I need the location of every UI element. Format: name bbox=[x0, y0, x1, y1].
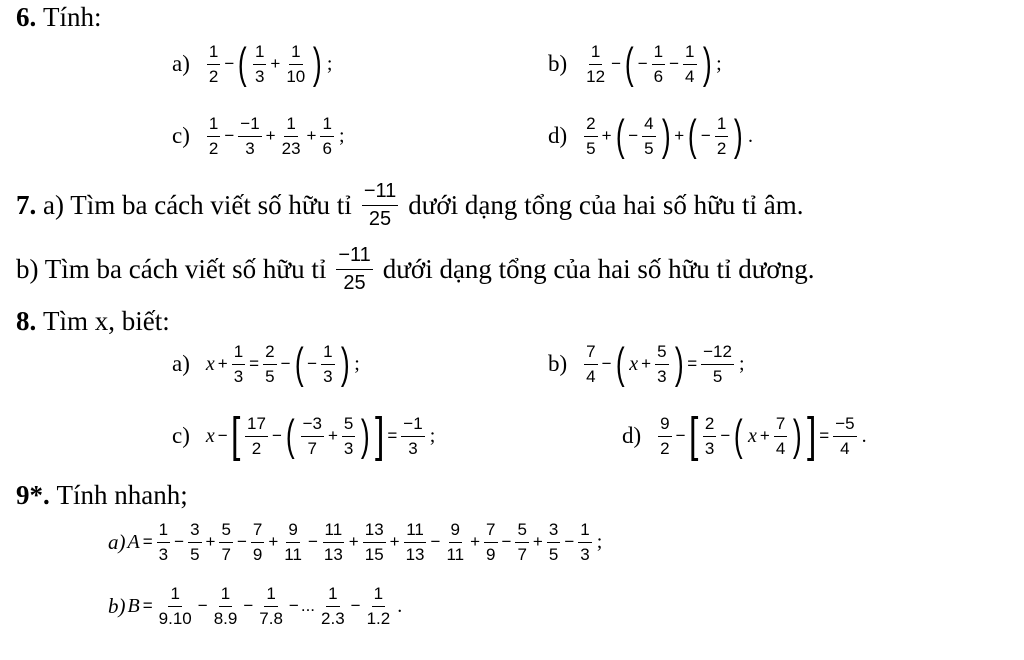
ex9-a-expr: A = $\frac{1}{3}$ − $\frac{3}{5}$ + $\frac{5}{7}$ − $\frac{7}{9}$ + $\frac{9}{11}$ − $\frac{11}{13}$ + $\frac{13}{15}$ + $\frac{11}{13}$ − $\frac{9}{11}$ + $\frac{7}{9}$ − $\frac{5}{7}$ + $\frac{3}{5}$ − $\frac{1}{3}$ ; bbox=[127, 520, 603, 564]
fraction: $\frac{-11}{25}$ bbox=[363, 180, 397, 230]
fraction: $\frac{11}{13}$ bbox=[405, 520, 425, 564]
ex9-title: Tính nhanh; bbox=[56, 480, 188, 510]
ex6-c bbox=[172, 114, 345, 158]
fraction: $\frac{2}{5}$ bbox=[265, 342, 275, 386]
fraction: $\frac{9}{11}$ bbox=[446, 520, 465, 564]
ex6-b bbox=[548, 39, 722, 89]
ex9-b bbox=[108, 584, 402, 628]
fraction: $\frac{1}{23}$ bbox=[281, 114, 301, 158]
ex6-a-expr: $\frac{1}{2}$ − ( $\frac{1}{3}$ + $\frac{1}{10}$ ) ; bbox=[208, 39, 333, 89]
ex9-heading bbox=[16, 480, 188, 511]
fraction: $\frac{1}{6}$ bbox=[322, 114, 332, 158]
ex7-b-text: b) Tìm ba cách viết số hữu tỉ bbox=[16, 254, 327, 284]
fraction: $\frac{1}{3}$ bbox=[158, 520, 169, 564]
ex8-c-label: c) bbox=[172, 423, 190, 448]
fraction: $\frac{3}{5}$ bbox=[190, 520, 200, 564]
fraction: $\frac{2}{5}$ bbox=[586, 114, 596, 158]
ex6-a bbox=[172, 39, 333, 89]
fraction: $\frac{7}{4}$ bbox=[775, 413, 786, 458]
fraction: $\frac{3}{5}$ bbox=[548, 520, 559, 564]
fraction: $\frac{-3}{7}$ bbox=[302, 413, 322, 458]
fraction: $\frac{7}{9}$ bbox=[252, 520, 263, 564]
fraction: $\frac{-11}{25}$ bbox=[338, 244, 371, 294]
ex8-d-label: d) bbox=[622, 423, 642, 448]
ex7-b bbox=[16, 244, 814, 295]
ex8-b-label: b) bbox=[548, 351, 568, 377]
ex7-a-text-end: dưới dạng tổng của hai số hữu tỉ âm. bbox=[408, 190, 804, 220]
ex6-d-expr: $\frac{2}{5}$ + ( − $\frac{4}{5}$ ) + ( − $\frac{1}{2}$ ) . bbox=[586, 111, 753, 161]
fraction: $\frac{1}{2}$ bbox=[208, 42, 219, 86]
fraction: $\frac{1}{9.10}$ bbox=[158, 584, 192, 628]
ex8-heading bbox=[16, 306, 170, 337]
fraction: $\frac{11}{13}$ bbox=[323, 520, 343, 564]
ex6-b-expr: $\frac{1}{12}$ − ( − $\frac{1}{6}$ − $\frac{1}{4}$ ) ; bbox=[586, 39, 722, 89]
fraction: $\frac{17}{2}$ bbox=[247, 413, 266, 458]
fraction: $\frac{1}{3}$ bbox=[233, 342, 244, 386]
ex6-c-label: c) bbox=[172, 123, 190, 149]
ex9-b-label: b) bbox=[108, 593, 126, 618]
ex9-number: 9*. bbox=[16, 480, 50, 510]
fraction: $\frac{1}{12}$ bbox=[586, 42, 606, 86]
ex8-a bbox=[172, 339, 360, 389]
fraction: $\frac{1}{7.8}$ bbox=[259, 584, 283, 628]
ex8-d bbox=[622, 409, 867, 462]
ex7-number: 7. bbox=[16, 190, 37, 220]
fraction: $\frac{-5}{4}$ bbox=[835, 413, 855, 458]
fraction: $\frac{1}{6}$ bbox=[653, 42, 664, 86]
fraction: $\frac{5}{3}$ bbox=[343, 413, 354, 458]
fraction: $\frac{1}{3}$ bbox=[254, 42, 265, 86]
ex6-d-label: d) bbox=[548, 123, 568, 149]
fraction: $\frac{1}{4}$ bbox=[685, 42, 695, 86]
ex8-title: Tìm x, biết: bbox=[43, 306, 170, 336]
ex8-c bbox=[172, 409, 436, 462]
fraction: $\frac{2}{3}$ bbox=[704, 413, 715, 458]
fraction: $\frac{-1}{3}$ bbox=[403, 413, 423, 458]
fraction: $\frac{1}{8.9}$ bbox=[213, 584, 238, 628]
fraction: $\frac{9}{2}$ bbox=[660, 413, 670, 458]
fraction: $\frac{1}{2}$ bbox=[208, 114, 219, 158]
fraction: $\frac{4}{5}$ bbox=[644, 114, 654, 158]
fraction: $\frac{5}{7}$ bbox=[517, 520, 527, 564]
ex9-a-label: a) bbox=[108, 529, 126, 554]
ex9-b-expr: B = $\frac{1}{9.10}$ − $\frac{1}{8.9}$ − $\frac{1}{7.8}$ − ... $\frac{1}{2.3}$ − $\frac{1}{1.2}$ . bbox=[127, 584, 403, 628]
fraction: $\frac{1}{1.2}$ bbox=[366, 584, 391, 628]
fraction: $\frac{1}{3}$ bbox=[323, 342, 333, 386]
ex6-b-label: b) bbox=[548, 51, 568, 77]
ex8-b bbox=[548, 339, 745, 389]
ex7-a bbox=[16, 180, 804, 231]
fraction: $\frac{13}{15}$ bbox=[364, 520, 384, 564]
ex7-a-text: a) Tìm ba cách viết số hữu tỉ bbox=[43, 190, 352, 220]
ex8-a-expr: x + $\frac{1}{3}$ = $\frac{2}{5}$ − ( − $\frac{1}{3}$ ) ; bbox=[205, 339, 360, 389]
fraction: $\frac{5}{3}$ bbox=[657, 342, 667, 386]
ex8-a-label: a) bbox=[172, 351, 190, 377]
fraction: $\frac{7}{9}$ bbox=[486, 520, 496, 564]
ex8-number: 8. bbox=[16, 306, 37, 336]
ex6-number: 6. bbox=[16, 2, 37, 32]
ex6-heading bbox=[16, 2, 102, 33]
fraction: $\frac{1}{10}$ bbox=[286, 42, 306, 86]
ex8-b-expr: $\frac{7}{4}$ − ( x + $\frac{5}{3}$ ) = $\frac{-12}{5}$ ; bbox=[586, 339, 745, 389]
fraction: $\frac{-12}{5}$ bbox=[703, 342, 732, 386]
fraction: $\frac{1}{2.3}$ bbox=[321, 584, 345, 628]
ex6-title: Tính: bbox=[43, 2, 102, 32]
ex9-a bbox=[108, 520, 602, 564]
fraction: $\frac{1}{2}$ bbox=[716, 114, 727, 158]
ex8-d-expr: $\frac{9}{2}$ − [ $\frac{2}{3}$ − ( x + $\frac{7}{4}$ ) ] = $\frac{-5}{4}$ . bbox=[660, 409, 867, 462]
ex8-c-expr: x − [ $\frac{17}{2}$ − ( $\frac{-3}{7}$ + $\frac{5}{3}$ ) ] = $\frac{-1}{3}$ ; bbox=[205, 409, 436, 462]
fraction: $\frac{5}{7}$ bbox=[221, 520, 231, 564]
ex6-c-expr: $\frac{1}{2}$ − $\frac{-1}{3}$ + $\frac{1}{23}$ + $\frac{1}{6}$ ; bbox=[208, 114, 345, 158]
ex6-a-label: a) bbox=[172, 51, 190, 77]
ex7-b-text-end: dưới dạng tổng của hai số hữu tỉ dương. bbox=[382, 254, 815, 284]
fraction: $\frac{-1}{3}$ bbox=[240, 114, 260, 158]
fraction: $\frac{7}{4}$ bbox=[586, 342, 596, 386]
fraction: $\frac{9}{11}$ bbox=[284, 520, 302, 564]
ex6-d bbox=[548, 111, 753, 161]
fraction: $\frac{1}{3}$ bbox=[580, 520, 590, 564]
